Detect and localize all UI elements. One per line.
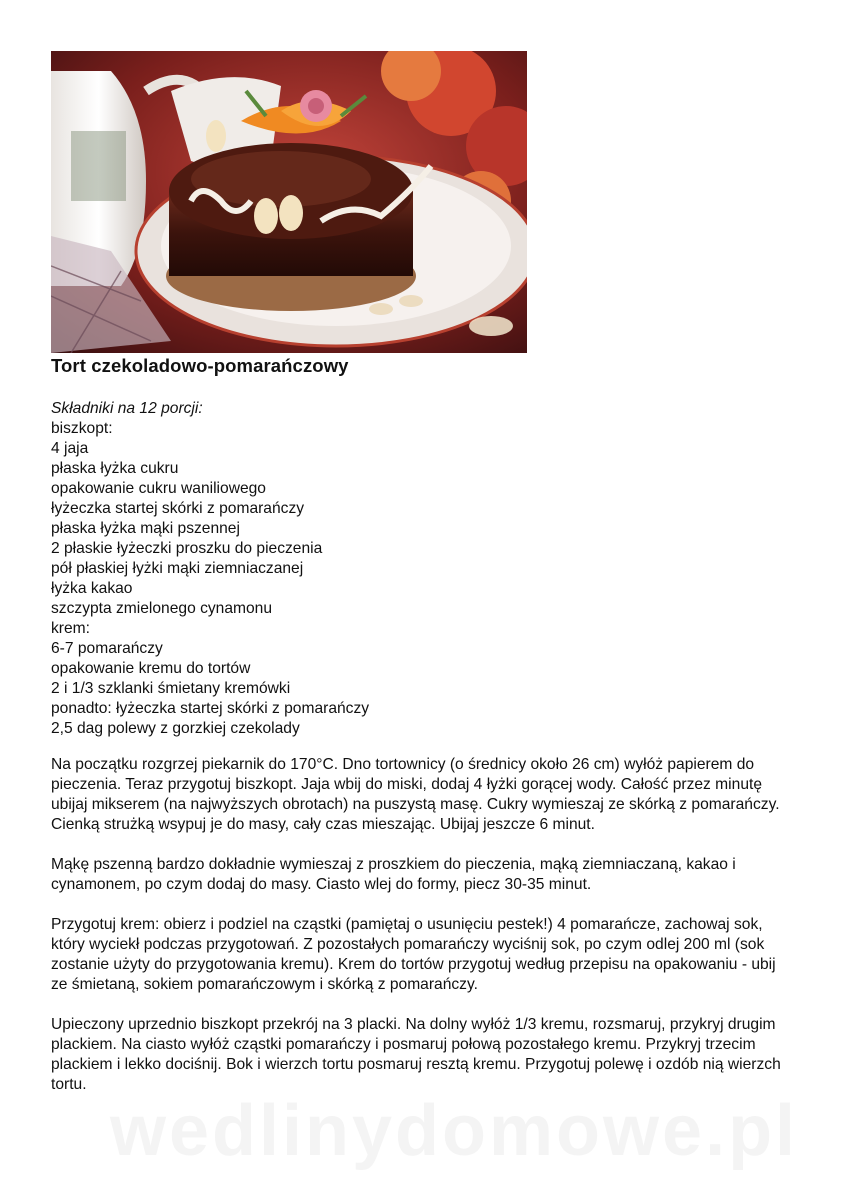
ingredient-line: 2 i 1/3 szklanki śmietany kremówki [51,680,291,697]
ingredient-line: pół płaskiej łyżki mąki ziemniaczanej [51,560,304,577]
ingredient-line: opakowanie cukru waniliowego [51,480,266,497]
instruction-paragraph: Upieczony uprzednio biszkopt przekrój na 3 placki. Na dolny wyłóż 1/3 kremu, rozsmaruj, przykryj drugim plackiem. Na ciasto wyłóż cząstki pomarańczy i posmaruj połową pozostałego kremu. Przykryj trzecim plackiem i lekko dociśnij. Bok i wierzch tortu posmaruj resztą kremu. Przygotuj polewę i ozdób nią wierzch tortu. [51,1016,781,1093]
instructions [51,755,796,1115]
ingredient-line: krem: [51,620,90,637]
ingredient-line: łyżeczka startej skórki z pomarańczy [51,500,305,517]
ingredient-line: ponadto: łyżeczka startej skórki z pomarańczy [51,700,370,717]
instruction-paragraph: Przygotuj krem: obierz i podziel na cząstki (pamiętaj o usunięciu pestek!) 4 pomarańcze, zachowaj sok, który wyciekł podczas przygotowań. Z pozostałych pomarańczy wyciśnij sok, po czym odlej 200 ml (sok zostanie użyty do przygotowania kremu). Krem do tortów przygotuj według przepisu na opakowaniu - ubij ze śmietaną, sokiem pomarańczowym i skórką z pomarańczy. [51,916,776,993]
cake-photo [51,51,527,353]
instruction-paragraph: Na początku rozgrzej piekarnik do 170°C. Dno tortownicy (o średnicy około 26 cm) wyłóż papierem do pieczenia. Teraz przygotuj biszkopt. Jaja wbij do miski, dodaj 4 łyżki gorącej wody. Całość przez minutę ubijaj mikserem (na najwyższych obrotach) na puszystą masę. Cukry wymieszaj ze skórką z pomarańczy. Cienką strużką wsypuj je do masy, cały czas mieszając. Ubijaj jeszcze 6 minut. [51,756,780,833]
ingredient-line: opakowanie kremu do tortów [51,660,251,677]
ingredient-line: łyżka kakao [51,580,133,597]
watermark: wedlinydomowe.pl [110,1091,799,1171]
ingredients-list [51,399,651,739]
recipe-title: Tort czekoladowo-pomarańczowy [51,355,349,376]
ingredient-line: płaska łyżka mąki pszennej [51,520,240,537]
instruction-paragraph: Mąkę pszenną bardzo dokładnie wymieszaj z proszkiem do pieczenia, mąką ziemniaczaną, kakao i cynamonem, po czym dodaj do masy. Ciasto wlej do formy, piecz 30-35 minut. [51,856,736,893]
ingredient-line: 2 płaskie łyżeczki proszku do pieczenia [51,540,323,557]
ingredient-line: 6-7 pomarańczy [51,640,163,657]
ingredient-line: 4 jaja [51,440,89,457]
ingredient-line: szczypta zmielonego cynamonu [51,600,273,617]
ingredient-line: płaska łyżka cukru [51,460,179,477]
ingredient-line: biszkopt: [51,420,113,437]
servings-heading: Składniki na 12 porcji: [51,400,203,417]
ingredient-line: 2,5 dag polewy z gorzkiej czekolady [51,720,300,737]
